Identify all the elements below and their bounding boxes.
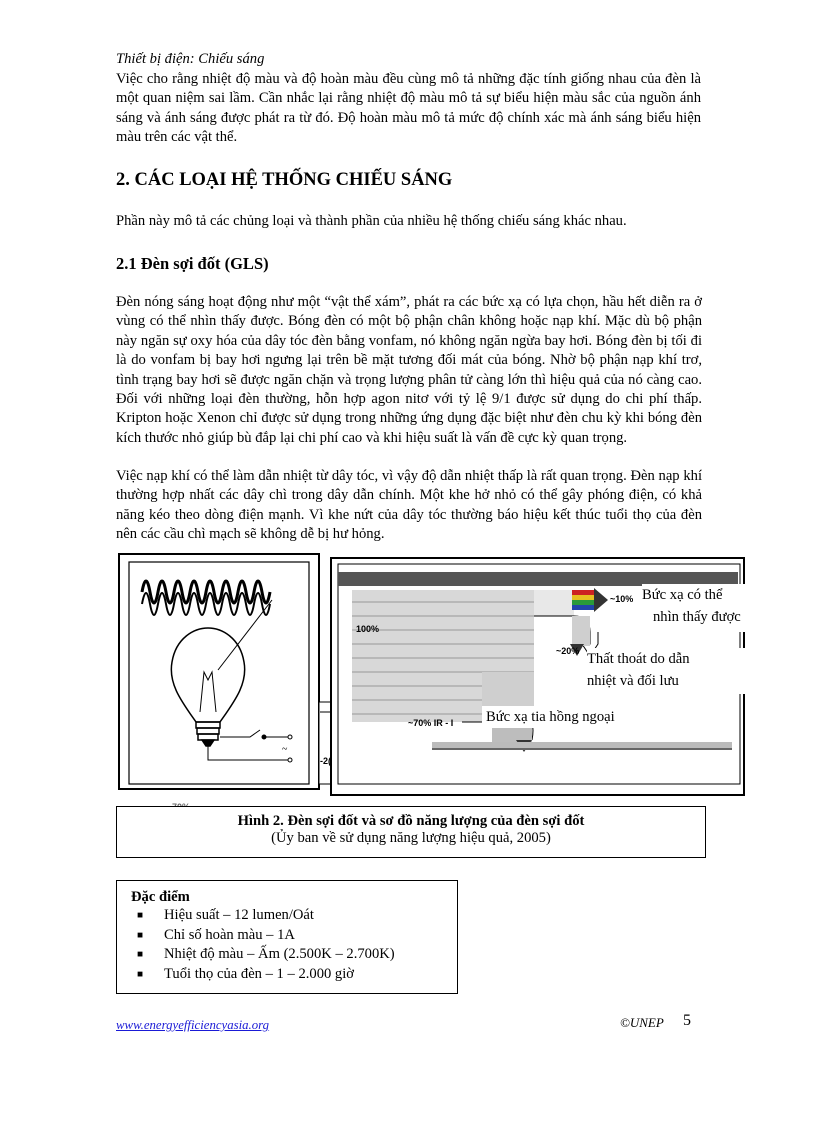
visible-radiation-callout: [642, 584, 750, 632]
section-intro: Phần này mô tả các chủng loại và thành phần của nhiều hệ thống chiếu sáng khác nhau.: [116, 213, 627, 229]
intro-paragraph: Việc cho rằng nhiệt độ màu và độ hoàn màu đều cùng mô tả những đặc tính giống nhau của đèn là một quan niệm sai lầm. Cần nhắc lại rằng nhiệt độ màu mô tả sự biểu hiện màu sắc của nguồn ánh sáng và ánh sáng được phát ra từ đó. Độ hoàn màu mô tả mức độ chính xác mà ánh sáng biểu hiện màu trên các vật thể.: [116, 71, 701, 146]
ir-percent-label: ~70% IR - I: [408, 718, 454, 728]
caption-source: (Ủy ban về sử dụng năng lượng hiệu quả, 2005): [271, 830, 551, 846]
figure-2: [112, 552, 752, 814]
visible-label-line-1: Bức xạ có thể: [642, 587, 723, 603]
features-title: Đặc điểm: [131, 889, 190, 905]
infrared-callout: Bức xạ tia hồng ngoại: [482, 706, 619, 728]
footer-guide-text: Hướng dẫn sử dụng năng lượng hiệu quả trong các ngành công nghiệp Châu Á –: [116, 996, 533, 1010]
list-item: ■ Hiệu suất – 12 lumen/Oát: [131, 906, 457, 926]
left-tick-label: -2(: [320, 756, 331, 766]
caption-title: Hình 2. Đèn sợi đốt và sơ đồ năng lượng của đèn sợi đốt: [237, 813, 585, 829]
visible-percent-label: ~10%: [610, 594, 634, 604]
page-header: Thiết bị điện: Chiếu sáng: [116, 51, 265, 67]
body-paragraph-1: Đèn nóng sáng hoạt động như một “vật thể xám”, phát ra các bức xạ có lựa chọn, hầu hết diễn ra ở vùng có thể nhìn thấy được. Bóng đèn có một bộ phận chân không hoặc nạp khí. Mặc dù bộ phận này ngăn sự oxy hóa của dây tóc đèn bằng vonfam, nó không ngăn ngừa bay hơi. Bóng đèn bị tối đi là do vonfam bị bay hơi ngưng lại trên bề mặt tương đối mát của bóng. Nhờ bộ phận nạp khí trơ, tình trạng bay hơi sẽ được ngăn chặn và trọng lượng phân tử càng lớn thì hiệu quả của nó càng cao. Đối với những loại đèn thường, hỗn hợp agon nitơ với tỷ lệ 9/1 được sử dụng do chi phí thấp. Kripton hoặc Xenon chỉ được sử dụng trong những ứng dụng đặc biệt như đèn chu kỳ khi bóng đèn kích thước nhỏ giúp bù đắp lại chi phí cao và khi hiệu suất là vấn đề cực kỳ quan trọng.: [116, 294, 702, 446]
list-item: ■ Nhiệt độ màu – Ấm (2.500K – 2.700K): [131, 945, 457, 965]
svg-text:~: ~: [282, 744, 288, 755]
footer-copyright: ©UNEP: [620, 1015, 664, 1030]
input-percent-label: 100%: [356, 624, 380, 634]
footer-link-wrap: [116, 1016, 269, 1034]
subsection-heading: 2.1 Đèn sợi đốt (GLS): [116, 254, 269, 273]
loss-percent-label: ~20%: [556, 646, 580, 656]
section-heading: 2. CÁC LOẠI HỆ THỐNG CHIẾU SÁNG: [116, 170, 453, 190]
loss-label-line-1: Thất thoát do dẫn: [587, 651, 690, 667]
visible-label-line-2: nhìn thấy được: [653, 609, 741, 625]
loss-label-line-2: nhiệt và đối lưu: [587, 673, 679, 689]
footer-website-link[interactable]: www.energyefficiencyasia.org: [116, 1018, 270, 1032]
body-paragraph-2: Việc nạp khí có thể làm dẫn nhiệt từ dây tóc, vì vậy độ dẫn nhiệt thấp là rất quan trọng. Đèn nạp khí thường hợp nhất các dây chì trong dây dẫn chính. Một khe hở nhỏ có thể gây phóng điện, có khả năng kéo theo dòng điện mạnh. Vì khe nứt của dây tóc thường báo hiệu kết thúc tuổi thọ của đèn nên các cầu chì mạch sẽ không dễ bị hư hỏng.: [116, 468, 702, 543]
figure-caption: [116, 806, 706, 858]
features-list: [131, 906, 457, 984]
heat-loss-callout: [587, 648, 747, 694]
list-item: ■ Tuổi thọ của đèn – 1 – 2.000 giờ: [131, 965, 457, 985]
features-box: [116, 880, 458, 994]
list-item: ■ Chỉ số hoàn màu – 1A: [131, 926, 457, 946]
page-number: 5: [683, 1012, 691, 1029]
bulb-illustration: [119, 554, 319, 789]
